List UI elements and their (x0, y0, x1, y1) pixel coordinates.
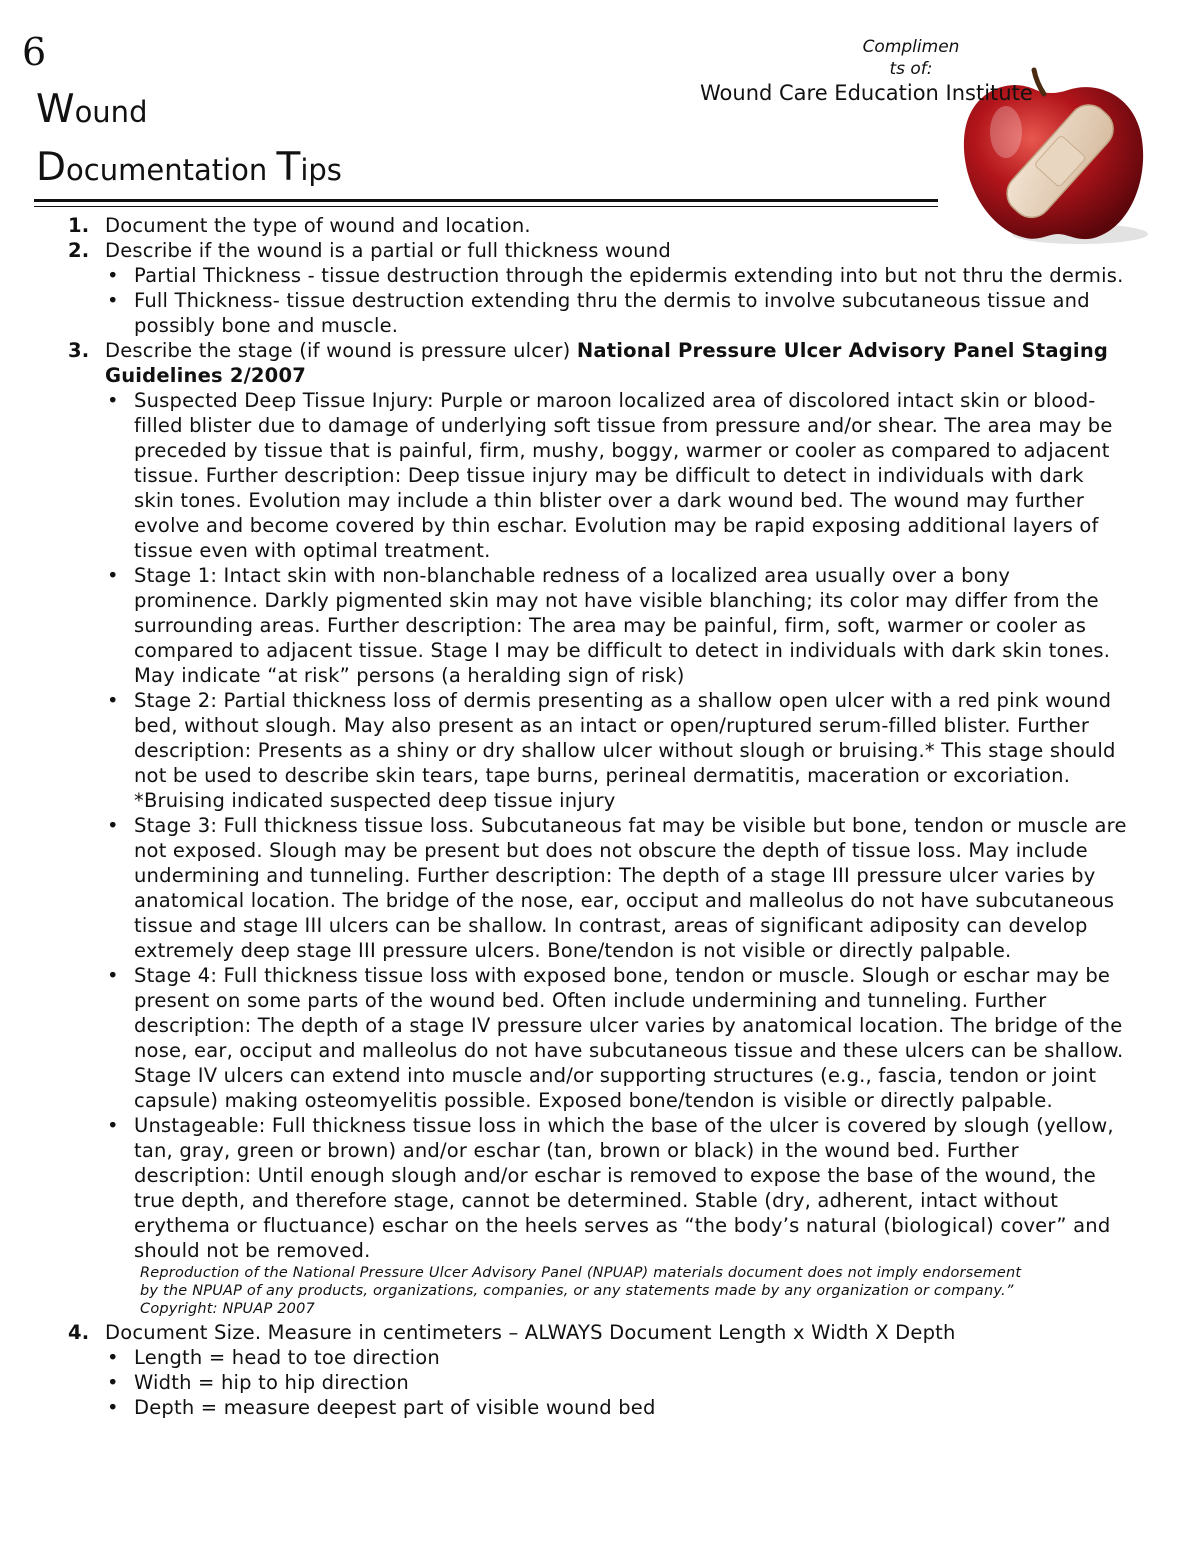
list-item (105, 563, 1128, 688)
list-item (105, 688, 1128, 813)
bullet-list (105, 263, 1128, 338)
list-item-text: Unstageable: Full thickness tissue loss in which the base of the ulcer is covered by slough (yellow, tan, gray, green or brown) and/or eschar (tan, brown or black) in the wound bed. Further description: Until enough slough and/or eschar is removed to expose the base of the wound, the true depth, and therefore stage, cannot be determined. Stable (dry, adherent, intact without erythema or fluctuance) eschar on the heels serves as “the body’s natural (biological) cover” and should not be removed. (134, 1114, 1114, 1262)
list-item-text: Stage 4: Full thickness tissue loss with exposed bone, tendon or muscle. Slough or eschar may be present on some parts of the wound bed. Often include undermining and tunneling. Further description: The depth of a stage IV pressure ulcer varies by anatomical location. The bridge of the nose, ear, occiput and malleolus do not have subcutaneous tissue and these ulcers can be shallow. Stage IV ulcers can extend into muscle and/or supporting structures (e.g., fascia, tendon or joint capsule) making osteomyelitis possible. Exposed bone/tendon is visible or directly palpable. (134, 964, 1124, 1112)
bullet-icon: • (107, 264, 119, 287)
list-item (105, 388, 1128, 563)
title-word-ocumentation: ocumentation (66, 153, 277, 187)
list-item (105, 1395, 1128, 1420)
title-word-ound: ound (74, 95, 148, 129)
tip-number: 2. (68, 239, 90, 262)
compliments-line-2: ts of: (889, 59, 933, 79)
list-item-text: Length = head to toe direction (134, 1346, 440, 1369)
bullet-icon: • (107, 1396, 119, 1419)
list-item (105, 1345, 1128, 1370)
bullet-icon: • (107, 814, 119, 837)
list-item-text: Width = hip to hip direction (134, 1371, 409, 1394)
tip-text: Describe the stage (if wound is pressure ulcer) (105, 339, 577, 362)
bullet-icon: • (107, 1371, 119, 1394)
page-number: 6 (22, 30, 47, 74)
list-item (105, 1113, 1128, 1263)
header-divider (34, 199, 938, 207)
list-item (105, 963, 1128, 1113)
bullet-icon: • (107, 689, 119, 712)
bullet-icon: • (107, 564, 119, 587)
bullet-icon: • (107, 964, 119, 987)
tip-number: 3. (68, 339, 90, 362)
bullet-list (105, 1345, 1128, 1420)
list-item-text: Stage 1: Intact skin with non-blanchable redness of a localized area usually over a bony prominence. Darkly pigmented skin may not have visible blanching; its color may differ from the surrounding areas. Further description: The area may be painful, firm, soft, warmer or cooler as compared to adjacent tissue. Stage I may be difficult to detect in individuals with dark skin tones. May indicate “at risk” persons (a heralding sign of risk) (134, 564, 1111, 687)
tips-list (68, 213, 1128, 1420)
title-initial-w: W (36, 87, 75, 132)
bullet-icon: • (107, 1346, 119, 1369)
list-item-text: Stage 3: Full thickness tissue loss. Subcutaneous fat may be visible but bone, tendon or muscle are not exposed. Slough may be present but does not obscure the depth of tissue loss. May include undermining and tunneling. Further description: The depth of a stage III pressure ulcer varies by anatomical location. The bridge of the nose, ear, occiput and malleolus do not have subcutaneous tissue and stage III ulcers can be shallow. In contrast, areas of significant adiposity can develop extremely deep stage III pressure ulcers. Bone/tendon is not visible or directly palpable. (134, 814, 1127, 962)
title-word-ips: ips (300, 153, 342, 187)
note-line-1: Reproduction of the National Pressure Ulcer Advisory Panel (NPUAP) materials document does not imply endorsement (140, 1265, 1022, 1281)
list-item-text: Partial Thickness - tissue destruction through the epidermis extending into but not thru the dermis. (134, 264, 1124, 287)
npuap-reproduction-note (105, 1264, 1128, 1318)
tip-item-4 (68, 1320, 1128, 1420)
tip-text: Document Size. Measure in centimeters – ALWAYS Document Length x Width X Depth (105, 1321, 956, 1344)
list-item-text: Stage 2: Partial thickness loss of dermis presenting as a shallow open ulcer with a red pink wound bed, without slough. May also present as an intact or open/ruptured serum-filled blister. Further description: Presents as a shiny or dry shallow ulcer without slough or bruising.* This stage should not be used to describe skin tears, tape burns, perineal dermatitis, maceration or excoriation. *Bruising indicated suspected deep tissue injury (134, 689, 1116, 812)
list-item (105, 1370, 1128, 1395)
tip-item-2 (68, 238, 1128, 338)
list-item (105, 288, 1128, 338)
bullet-icon: • (107, 289, 119, 312)
compliments-line-1: Complimen (862, 37, 960, 57)
npuap-guidelines-title: National Pressure Ulcer Advisory Panel Staging Guidelines 2/2007 (105, 339, 1109, 387)
list-item-text: Full Thickness- tissue destruction extending thru the dermis to involve subcutaneous tissue and possibly bone and muscle. (134, 289, 1090, 337)
tip-number: 4. (68, 1321, 90, 1344)
tip-text: Document the type of wound and location. (105, 214, 531, 237)
list-item-text: Depth = measure deepest part of visible wound bed (134, 1396, 656, 1419)
tip-item-3 (68, 338, 1128, 1318)
page-title (36, 82, 342, 198)
bullet-list (105, 388, 1128, 1263)
tip-number: 1. (68, 214, 90, 237)
note-copyright: Copyright: NPUAP 2007 (140, 1301, 315, 1317)
bullet-icon: • (107, 389, 119, 412)
bullet-icon: • (107, 1114, 119, 1137)
institute-name: Wound Care Education Institute (700, 81, 1033, 105)
title-initial-t: T (276, 145, 301, 190)
list-item (105, 813, 1128, 963)
list-item (105, 263, 1128, 288)
note-line-2: by the NPUAP of any products, organizations, companies, or any statements made by any organization or company.” (140, 1283, 1014, 1299)
title-initial-d: D (36, 145, 67, 190)
list-item-text: Suspected Deep Tissue Injury: Purple or maroon localized area of discolored intact skin or blood-filled blister due to damage of underlying soft tissue from pressure and/or shear. The area may be preceded by tissue that is painful, firm, mushy, boggy, warmer or cooler as compared to adjacent tissue. Further description: Deep tissue injury may be difficult to detect in individuals with dark skin tones. Evolution may include a thin blister over a dark wound bed. The wound may further evolve and become covered by thin eschar. Evolution may be rapid exposing additional layers of tissue even with optimal treatment. (134, 389, 1113, 562)
tip-text: Describe if the wound is a partial or full thickness wound (105, 239, 671, 262)
